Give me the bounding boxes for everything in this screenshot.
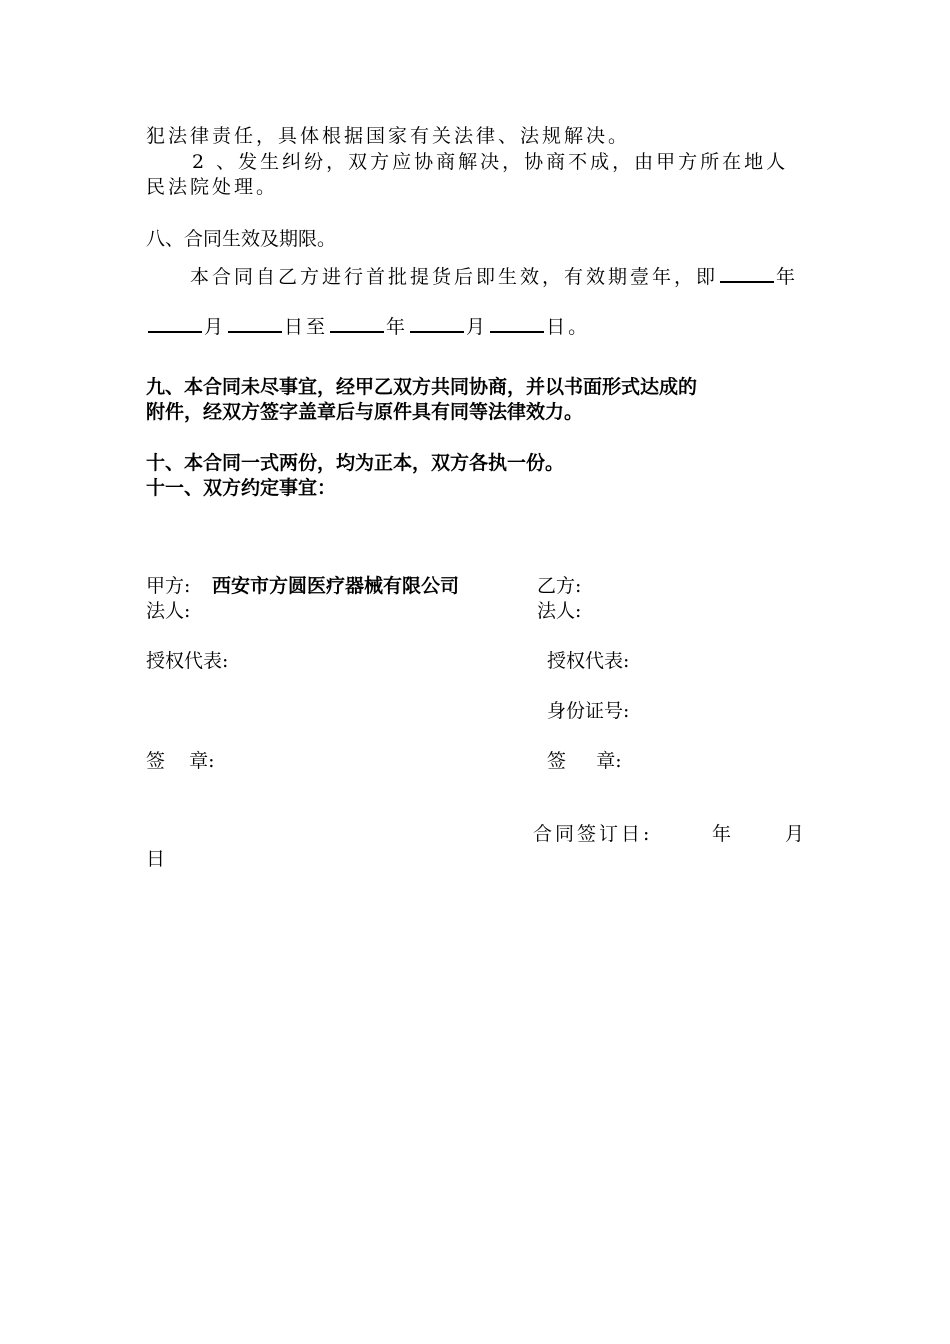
id-number-b-label: 身份证号: bbox=[547, 700, 630, 722]
legal-person-a-label: 法人: bbox=[146, 600, 191, 622]
blank-line bbox=[410, 313, 464, 333]
clause7-item2-line1: 2 、发生纠纷，双方应协商解决，协商不成，由甲方所在地人 bbox=[192, 151, 789, 173]
seal-a-label: 签 章: bbox=[146, 750, 215, 772]
clause8-body-line1 bbox=[190, 263, 798, 289]
sign-month-label: 月 bbox=[785, 823, 805, 845]
clause8-day-to-label: 日至 bbox=[284, 316, 329, 338]
clause9-line2: 附件，经双方签字盖章后与原件具有同等法律效力。 bbox=[146, 401, 584, 423]
blank-line bbox=[720, 263, 774, 283]
clause7-item2-line2: 民法院处理。 bbox=[146, 176, 279, 198]
clause8-year2-label: 年 bbox=[386, 316, 409, 338]
clause8-year-label: 年 bbox=[776, 266, 799, 288]
clause10-text: 十、本合同一式两份，均为正本，双方各执一份。 bbox=[146, 452, 565, 474]
clause8-day-end-label: 日。 bbox=[546, 316, 591, 338]
blank-line bbox=[330, 313, 384, 333]
sign-year-label: 年 bbox=[712, 823, 732, 845]
clause9-line1: 九、本合同未尽事宜，经甲乙双方共同协商，并以书面形式达成的 bbox=[146, 376, 698, 398]
authorized-rep-a-label: 授权代表: bbox=[146, 650, 229, 672]
clause8-heading: 八、合同生效及期限。 bbox=[146, 228, 337, 250]
party-a-label: 甲方: bbox=[146, 575, 191, 597]
clause7-line1: 犯法律责任，具体根据国家有关法律、法规解决。 bbox=[146, 125, 631, 147]
sign-day-label: 日 bbox=[146, 848, 166, 870]
clause8-month-label: 月 bbox=[204, 316, 227, 338]
clause8-body-text: 本合同自乙方进行首批提货后即生效，有效期壹年，即 bbox=[190, 266, 719, 288]
blank-line bbox=[490, 313, 544, 333]
clause8-body-line2 bbox=[146, 313, 590, 339]
seal-b-label: 签 章: bbox=[547, 750, 622, 772]
party-b-label: 乙方: bbox=[537, 575, 582, 597]
authorized-rep-b-label: 授权代表: bbox=[547, 650, 630, 672]
blank-line bbox=[148, 313, 202, 333]
clause11-text: 十一、双方约定事宜： bbox=[146, 477, 337, 499]
blank-line bbox=[228, 313, 282, 333]
clause8-month2-label: 月 bbox=[466, 316, 489, 338]
sign-date-label: 合同签订日: bbox=[533, 823, 653, 845]
party-a-name: 西安市方圆医疗器械有限公司 bbox=[212, 575, 460, 597]
legal-person-b-label: 法人: bbox=[537, 600, 582, 622]
